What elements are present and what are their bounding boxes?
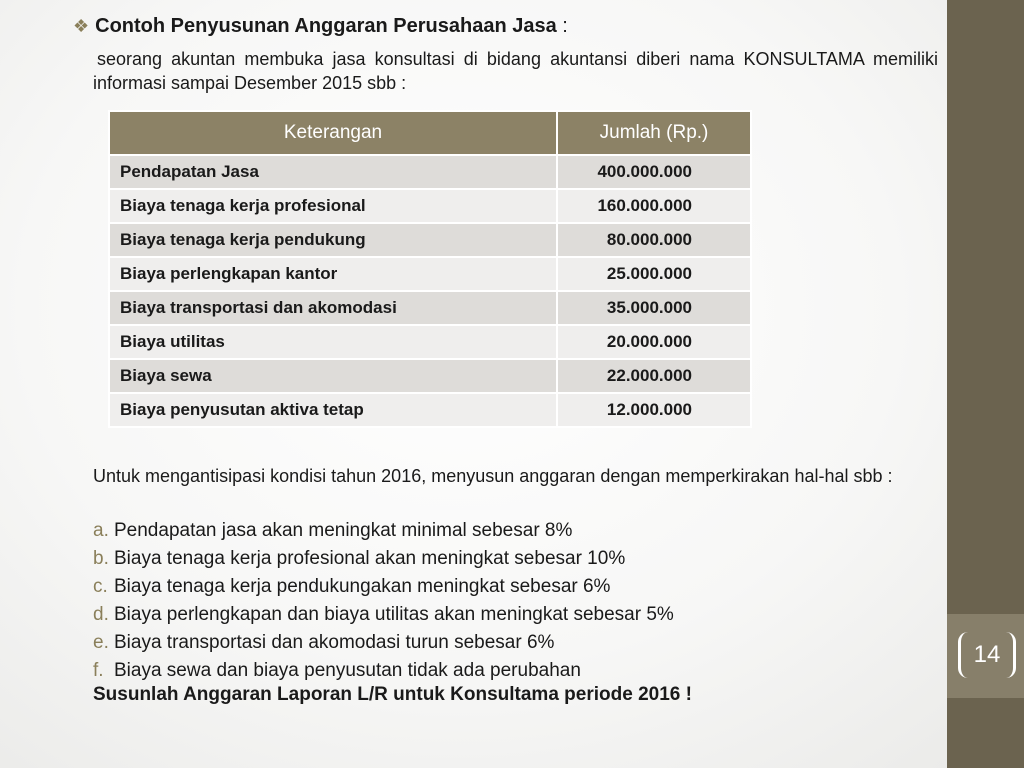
row-label: Biaya utilitas — [109, 325, 557, 359]
list-item-text: Biaya perlengkapan dan biaya utilitas akan meningkat sebesar 5% — [114, 604, 674, 625]
slide-title-line — [73, 15, 568, 38]
list-item-text: Pendapatan jasa akan meningkat minimal sebesar 8% — [114, 520, 573, 541]
row-value-cell — [557, 359, 751, 393]
list-item — [93, 601, 674, 629]
row-label: Pendapatan Jasa — [109, 155, 557, 189]
row-label: Biaya penyusutan aktiva tetap — [109, 393, 557, 427]
list-item-text: Biaya tenaga kerja pendukungakan meningkat sebesar 6% — [114, 576, 611, 597]
page-number: 14 — [958, 632, 1016, 678]
slide-title-colon: : — [556, 15, 568, 37]
list-item — [93, 573, 674, 601]
list-marker: f. — [93, 660, 104, 681]
list-item-text: Biaya transportasi dan akomodasi turun sebesar 6% — [114, 632, 555, 653]
table-row — [109, 393, 751, 427]
row-value-cell — [557, 155, 751, 189]
list-item — [93, 657, 674, 685]
list-item — [93, 545, 674, 573]
row-value: 80.000.000 — [606, 230, 692, 249]
assumptions-intro: Untuk mengantisipasi kondisi tahun 2016, menyusun anggaran dengan memperkirakan hal-hal sbb : — [93, 466, 893, 486]
assumptions-list — [93, 517, 674, 685]
intro-paragraph — [93, 47, 938, 95]
list-item — [93, 517, 674, 545]
list-marker: b. — [93, 548, 109, 569]
table-row — [109, 223, 751, 257]
row-value: 400.000.000 — [597, 162, 692, 181]
row-value-cell — [557, 223, 751, 257]
row-value: 35.000.000 — [606, 298, 692, 317]
row-value-cell — [557, 393, 751, 427]
slide-title: Contoh Penyusunan Anggaran Perusahaan Jasa — [95, 15, 557, 37]
column-header-keterangan: Keterangan — [109, 111, 557, 155]
list-marker: e. — [93, 632, 109, 653]
row-value: 160.000.000 — [597, 196, 692, 215]
row-value-cell — [557, 189, 751, 223]
row-label: Biaya perlengkapan kantor — [109, 257, 557, 291]
list-item — [93, 629, 674, 657]
row-value: 12.000.000 — [606, 400, 692, 419]
row-value-cell — [557, 291, 751, 325]
row-label: Biaya transportasi dan akomodasi — [109, 291, 557, 325]
table-row — [109, 155, 751, 189]
row-value: 25.000.000 — [606, 264, 692, 283]
row-label: Biaya tenaga kerja pendukung — [109, 223, 557, 257]
table-row — [109, 325, 751, 359]
conclusion-text: Susunlah Anggaran Laporan L/R untuk Konsultama periode 2016 ! — [93, 684, 692, 705]
table-row — [109, 291, 751, 325]
budget-table — [108, 110, 752, 428]
list-item-text: Biaya sewa dan biaya penyusutan tidak ada perubahan — [114, 660, 581, 681]
row-label: Biaya tenaga kerja profesional — [109, 189, 557, 223]
table-header-row — [109, 111, 751, 155]
diamond-bullet-icon: ❖ — [73, 16, 90, 36]
table-row — [109, 189, 751, 223]
row-value: 20.000.000 — [606, 332, 692, 351]
list-marker: d. — [93, 604, 109, 625]
table-row — [109, 257, 751, 291]
row-value-cell — [557, 257, 751, 291]
intro-text: seorang akuntan membuka jasa konsultasi di bidang akuntansi diberi nama KONSULTAMA memiliki informasi sampai Desember 2015 sbb : — [93, 49, 938, 93]
column-header-jumlah: Jumlah (Rp.) — [557, 111, 751, 155]
row-value-cell — [557, 325, 751, 359]
list-marker: c. — [93, 576, 108, 597]
list-item-text: Biaya tenaga kerja profesional akan meningkat sebesar 10% — [114, 548, 626, 569]
table-row — [109, 359, 751, 393]
row-label: Biaya sewa — [109, 359, 557, 393]
row-value: 22.000.000 — [606, 366, 692, 385]
list-marker: a. — [93, 520, 109, 541]
